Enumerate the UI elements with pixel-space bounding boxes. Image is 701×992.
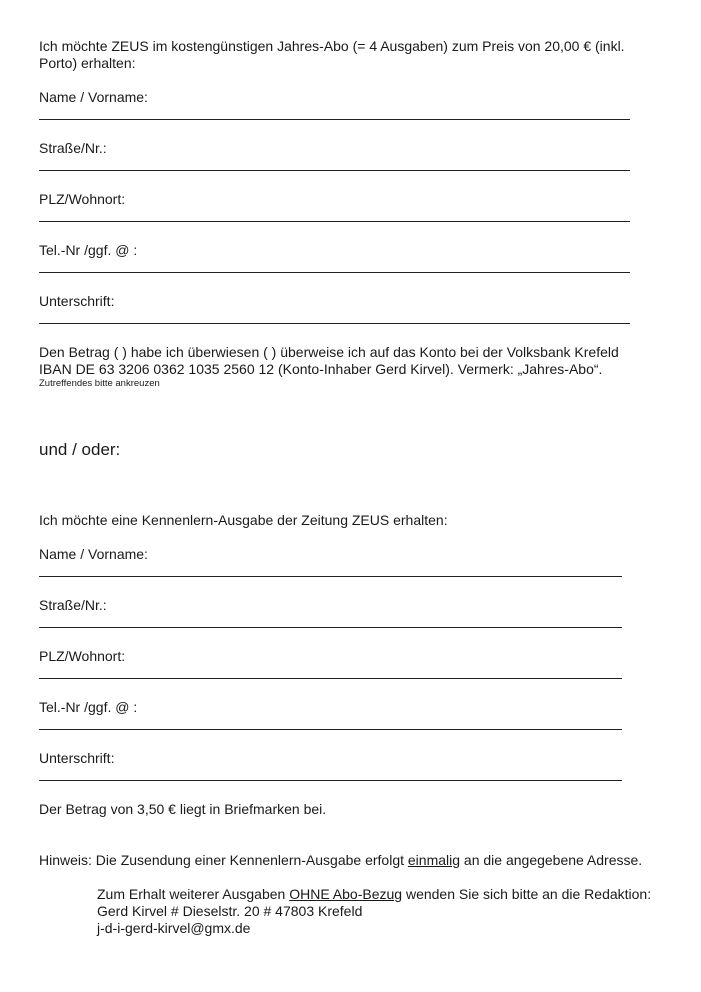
abo-phone-label: Tel.-Nr /ggf. @ : [39, 242, 138, 258]
abo-intro-line-1: Ich möchte ZEUS im kostengünstigen Jahres-Abo (= 4 Ausgaben) zum Preis von 20,00 € (inkl. [39, 38, 625, 54]
contact-address: Gerd Kirvel # Dieselstr. 20 # 47803 Krefeld [97, 903, 363, 919]
abo-signature-label: Unterschrift: [39, 293, 115, 309]
notice-text [39, 852, 642, 868]
trial-phone-label: Tel.-Nr /ggf. @ : [39, 699, 138, 715]
abo-payment-line-1: Den Betrag ( ) habe ich überwiesen ( ) überweise ich auf das Konto bei der Volksbank Krefeld [39, 344, 619, 360]
trial-street-label: Straße/Nr.: [39, 597, 107, 613]
trial-street-field[interactable] [39, 627, 622, 628]
abo-name-label: Name / Vorname: [39, 89, 148, 105]
trial-intro: Ich möchte eine Kennenlern-Ausgabe der Zeitung ZEUS erhalten: [39, 512, 448, 528]
trial-signature-label: Unterschrift: [39, 750, 115, 766]
abo-phone-field[interactable] [39, 272, 630, 273]
contact-prefix: Zum Erhalt weiterer Ausgaben [97, 886, 290, 902]
abo-payment-note: Zutreffendes bitte ankreuzen [39, 378, 160, 389]
abo-street-field[interactable] [39, 170, 630, 171]
abo-street-label: Straße/Nr.: [39, 140, 107, 156]
contact-suffix: wenden Sie sich bitte an die Redaktion: [402, 886, 652, 902]
trial-city-field[interactable] [39, 678, 622, 679]
trial-name-field[interactable] [39, 576, 622, 577]
trial-stamp-note: Der Betrag von 3,50 € liegt in Briefmarken bei. [39, 801, 327, 817]
notice-suffix: an die angegebene Adresse. [460, 852, 643, 868]
trial-name-label: Name / Vorname: [39, 546, 148, 562]
trial-signature-field[interactable] [39, 780, 622, 781]
abo-payment-line-2: IBAN DE 63 3206 0362 1035 2560 12 (Konto-Inhaber Gerd Kirvel). Vermerk: „Jahres-Abo“. [39, 361, 603, 377]
notice-emphasis: einmalig [407, 852, 461, 868]
contact-email: j-d-i-gerd-kirvel@gmx.de [97, 920, 251, 936]
abo-city-field[interactable] [39, 221, 630, 222]
trial-city-label: PLZ/Wohnort: [39, 648, 126, 664]
abo-name-field[interactable] [39, 119, 630, 120]
contact-text [97, 886, 651, 902]
abo-signature-field[interactable] [39, 323, 630, 324]
abo-city-label: PLZ/Wohnort: [39, 191, 126, 207]
notice-prefix: Hinweis: Die Zusendung einer Kennenlern-Ausgabe erfolgt [39, 852, 408, 868]
contact-emphasis: OHNE Abo-Bezug [289, 886, 403, 902]
section-separator: und / oder: [39, 440, 121, 459]
abo-intro-line-2: Porto) erhalten: [39, 55, 136, 71]
trial-phone-field[interactable] [39, 729, 622, 730]
